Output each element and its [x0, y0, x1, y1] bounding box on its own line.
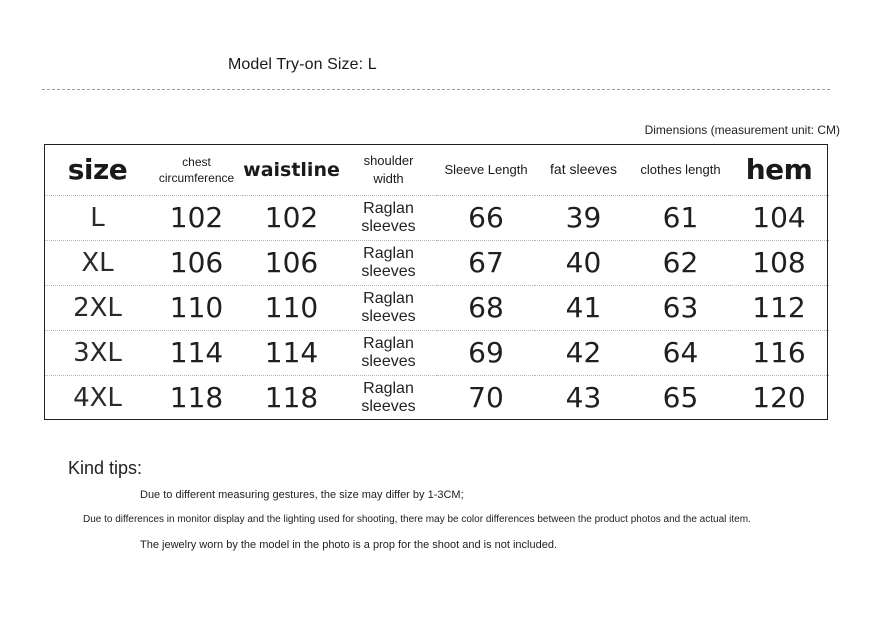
cell-fat-sleeves: 42	[535, 330, 632, 375]
table-row	[45, 195, 829, 240]
header-waistline: waistline	[243, 158, 340, 181]
cell-shoulder: Raglan sleeves	[340, 330, 437, 375]
header-clothes-length: clothes length	[640, 161, 721, 177]
cell-chest: 102	[150, 195, 243, 240]
header-chest-circumference: chest circumference	[158, 154, 235, 185]
cell-size: L	[45, 195, 150, 240]
table-header-row	[45, 145, 829, 195]
cell-shoulder: Raglan sleeves	[340, 240, 437, 285]
cell-waistline: 110	[243, 285, 340, 330]
cell-sleeve-length: 66	[437, 195, 535, 240]
header-size: size	[67, 153, 128, 187]
size-chart-table	[44, 144, 828, 420]
cell-clothes-length: 65	[632, 375, 729, 420]
header-shoulder-width: shoulder width	[363, 152, 414, 186]
table-row	[45, 285, 829, 330]
kind-tips-title: Kind tips:	[68, 458, 143, 478]
header-sleeve-length: Sleeve Length	[444, 161, 528, 177]
cell-sleeve-length: 67	[437, 240, 535, 285]
tip-measuring: Due to different measuring gestures, the size may differ by 1-3CM;	[140, 489, 464, 501]
cell-fat-sleeves: 40	[535, 240, 632, 285]
cell-chest: 114	[150, 330, 243, 375]
dimensions-note: Dimensions (measurement unit: CM)	[644, 123, 840, 137]
cell-shoulder: Raglan sleeves	[340, 375, 437, 420]
cell-clothes-length: 64	[632, 330, 729, 375]
cell-hem: 112	[729, 285, 829, 330]
table-row	[45, 240, 829, 285]
cell-sleeve-length: 70	[437, 375, 535, 420]
table-row	[45, 375, 829, 420]
cell-waistline: 102	[243, 195, 340, 240]
cell-hem: 116	[729, 330, 829, 375]
cell-clothes-length: 63	[632, 285, 729, 330]
header-fat-sleeves: fat sleeves	[550, 161, 617, 178]
cell-chest: 110	[150, 285, 243, 330]
cell-size: 3XL	[45, 330, 150, 375]
cell-chest: 106	[150, 240, 243, 285]
cell-sleeve-length: 69	[437, 330, 535, 375]
cell-waistline: 106	[243, 240, 340, 285]
cell-shoulder: Raglan sleeves	[340, 195, 437, 240]
cell-hem: 120	[729, 375, 829, 420]
cell-fat-sleeves: 39	[535, 195, 632, 240]
table-row	[45, 330, 829, 375]
dashed-divider	[42, 89, 830, 90]
cell-chest: 118	[150, 375, 243, 420]
model-try-on-size: Model Try-on Size: L	[228, 56, 377, 73]
cell-clothes-length: 61	[632, 195, 729, 240]
cell-fat-sleeves: 41	[535, 285, 632, 330]
cell-size: 4XL	[45, 375, 150, 420]
cell-hem: 104	[729, 195, 829, 240]
cell-hem: 108	[729, 240, 829, 285]
tip-color-difference: Due to differences in monitor display and the lighting used for shooting, there may be color differences between the product photos and the actual item.	[83, 514, 751, 525]
cell-size: 2XL	[45, 285, 150, 330]
cell-waistline: 114	[243, 330, 340, 375]
cell-clothes-length: 62	[632, 240, 729, 285]
tip-jewelry: The jewelry worn by the model in the photo is a prop for the shoot and is not included.	[140, 539, 558, 551]
cell-size: XL	[45, 240, 150, 285]
cell-shoulder: Raglan sleeves	[340, 285, 437, 330]
header-hem: hem	[745, 153, 813, 187]
cell-sleeve-length: 68	[437, 285, 535, 330]
cell-waistline: 118	[243, 375, 340, 420]
cell-fat-sleeves: 43	[535, 375, 632, 420]
